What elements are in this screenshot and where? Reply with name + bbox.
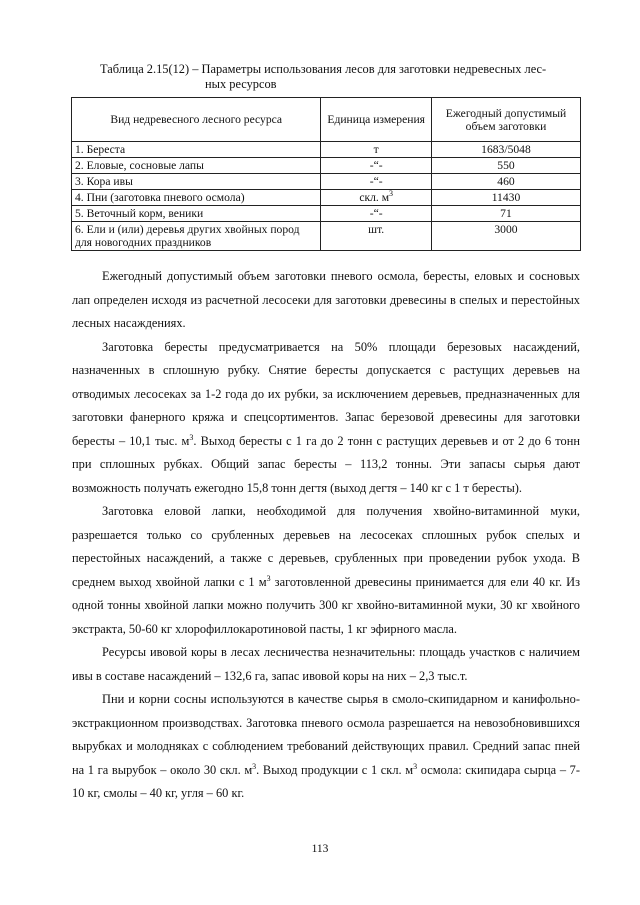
resource-volume: 3000	[431, 222, 580, 251]
resource-name: 3. Кора ивы	[72, 174, 321, 190]
table-row	[72, 222, 581, 251]
table-row	[72, 206, 581, 222]
resource-name: 1. Береста	[72, 142, 321, 158]
body-text	[72, 265, 580, 806]
resources-table	[71, 97, 581, 251]
header-unit: Единица измерения	[321, 98, 432, 142]
table-caption	[100, 62, 580, 92]
resource-unit: скл. $м^3$	[321, 190, 432, 206]
resource-name: 2. Еловые, сосновые лапы	[72, 158, 321, 174]
resource-name: 5. Веточный корм, веники	[72, 206, 321, 222]
resource-volume: 11430	[431, 190, 580, 206]
resource-unit: -“-	[321, 174, 432, 190]
header-annual-volume: Ежегодный допустимый объем заготовки	[431, 98, 580, 142]
paragraph-willow-bark: Ресурсы ивовой коры в лесах лесничества незначительны: площадь участков с наличием ивы в составе насаждений – 132,6 га, запас ивовой коры на них – 2,3 тыс.т.	[72, 645, 580, 683]
table-row	[72, 142, 581, 158]
resource-unit: -“-	[321, 158, 432, 174]
resource-unit: -“-	[321, 206, 432, 222]
table-row	[72, 174, 581, 190]
resource-volume: 460	[431, 174, 580, 190]
resource-name: 4. Пни (заготовка пневого осмола)	[72, 190, 321, 206]
caption-line-2: ных ресурсов	[205, 77, 277, 91]
page-number: 113	[311, 843, 329, 855]
resource-volume: 1683/5048	[431, 142, 580, 158]
caption-line-1: Таблица 2.15(12) – Параметры использования лесов для заготовки недревесных лес-	[100, 62, 547, 76]
paragraph-spruce-branches: Заготовка еловой лапки, необходимой для получения хвойно-витаминной муки, разрешается только со срубленных деревьев на лесосеках сплошных рубок спелых и перестойных насаждений, а также с деревьев, срубленных при проведении рубок ухода. В среднем выход хвойной лапки с 1 $м^3$ заготовленной древесины принимается для ели 40 кг. Из одной тонны хвойной лапки можно получить 300 кг хвойно-витаминной муки, 30 кг хвойного экстракта, 50-60 кг хлорофиллокаротиновой пасты, 1 кг эфирного масла.	[72, 504, 580, 636]
table-row	[72, 190, 581, 206]
resource-volume: 550	[431, 158, 580, 174]
resource-volume: 71	[431, 206, 580, 222]
paragraph-pine-stumps: Пни и корни сосны используются в качестве сырья в смоло-скипидарном и канифольно-экстракционном производствах. Заготовка пневого осмола разрешается на невозобновившихся вырубках и молодняках с соблюдением требований действующих правил. Средний запас пней на 1 га вырубок – около 30 скл. $м^3$. Выход продукции с 1 скл. $м^3$ осмола: скипидара сырца – 7-10 кг, смолы – 40 кг, угля – 60 кг.	[72, 692, 580, 800]
resource-name: 6. Ели и (или) деревья других хвойных пород для новогодних праздников	[72, 222, 321, 251]
paragraph-annual-volume: Ежегодный допустимый объем заготовки пневого осмола, бересты, еловых и сосновых лап определен исходя из расчетной лесосеки для заготовки древесины в спелых и перестойных лесных насаждениях.	[72, 269, 580, 330]
paragraph-birch-bark: Заготовка бересты предусматривается на 50% площади березовых насаждений, назначенных в сплошную рубку. Снятие бересты допускается с растущих деревьев на отводимых лесосеках за 1-2 года до их рубки, за исключением деревьев, предназначенных для заготовки фанерного кряжа и спецсортиментов. Запас березовой древесины для заготовки бересты – 10,1 тыс. $м^3$. Выход бересты с 1 га до 2 тонн с растущих деревьев и от 2 до 6 тонн при сплошных рубках. Общий запас бересты – 113,2 тонны. Эти запасы сырья дают возможность получать ежегодно 15,8 тонн дегтя (выход дегтя – 140 кг с 1 т бересты).	[72, 339, 580, 495]
table-header-row	[72, 98, 581, 142]
resource-unit: т	[321, 142, 432, 158]
table-row	[72, 158, 581, 174]
resource-unit: шт.	[321, 222, 432, 251]
header-resource-type: Вид недревесного лесного ресурса	[72, 98, 321, 142]
